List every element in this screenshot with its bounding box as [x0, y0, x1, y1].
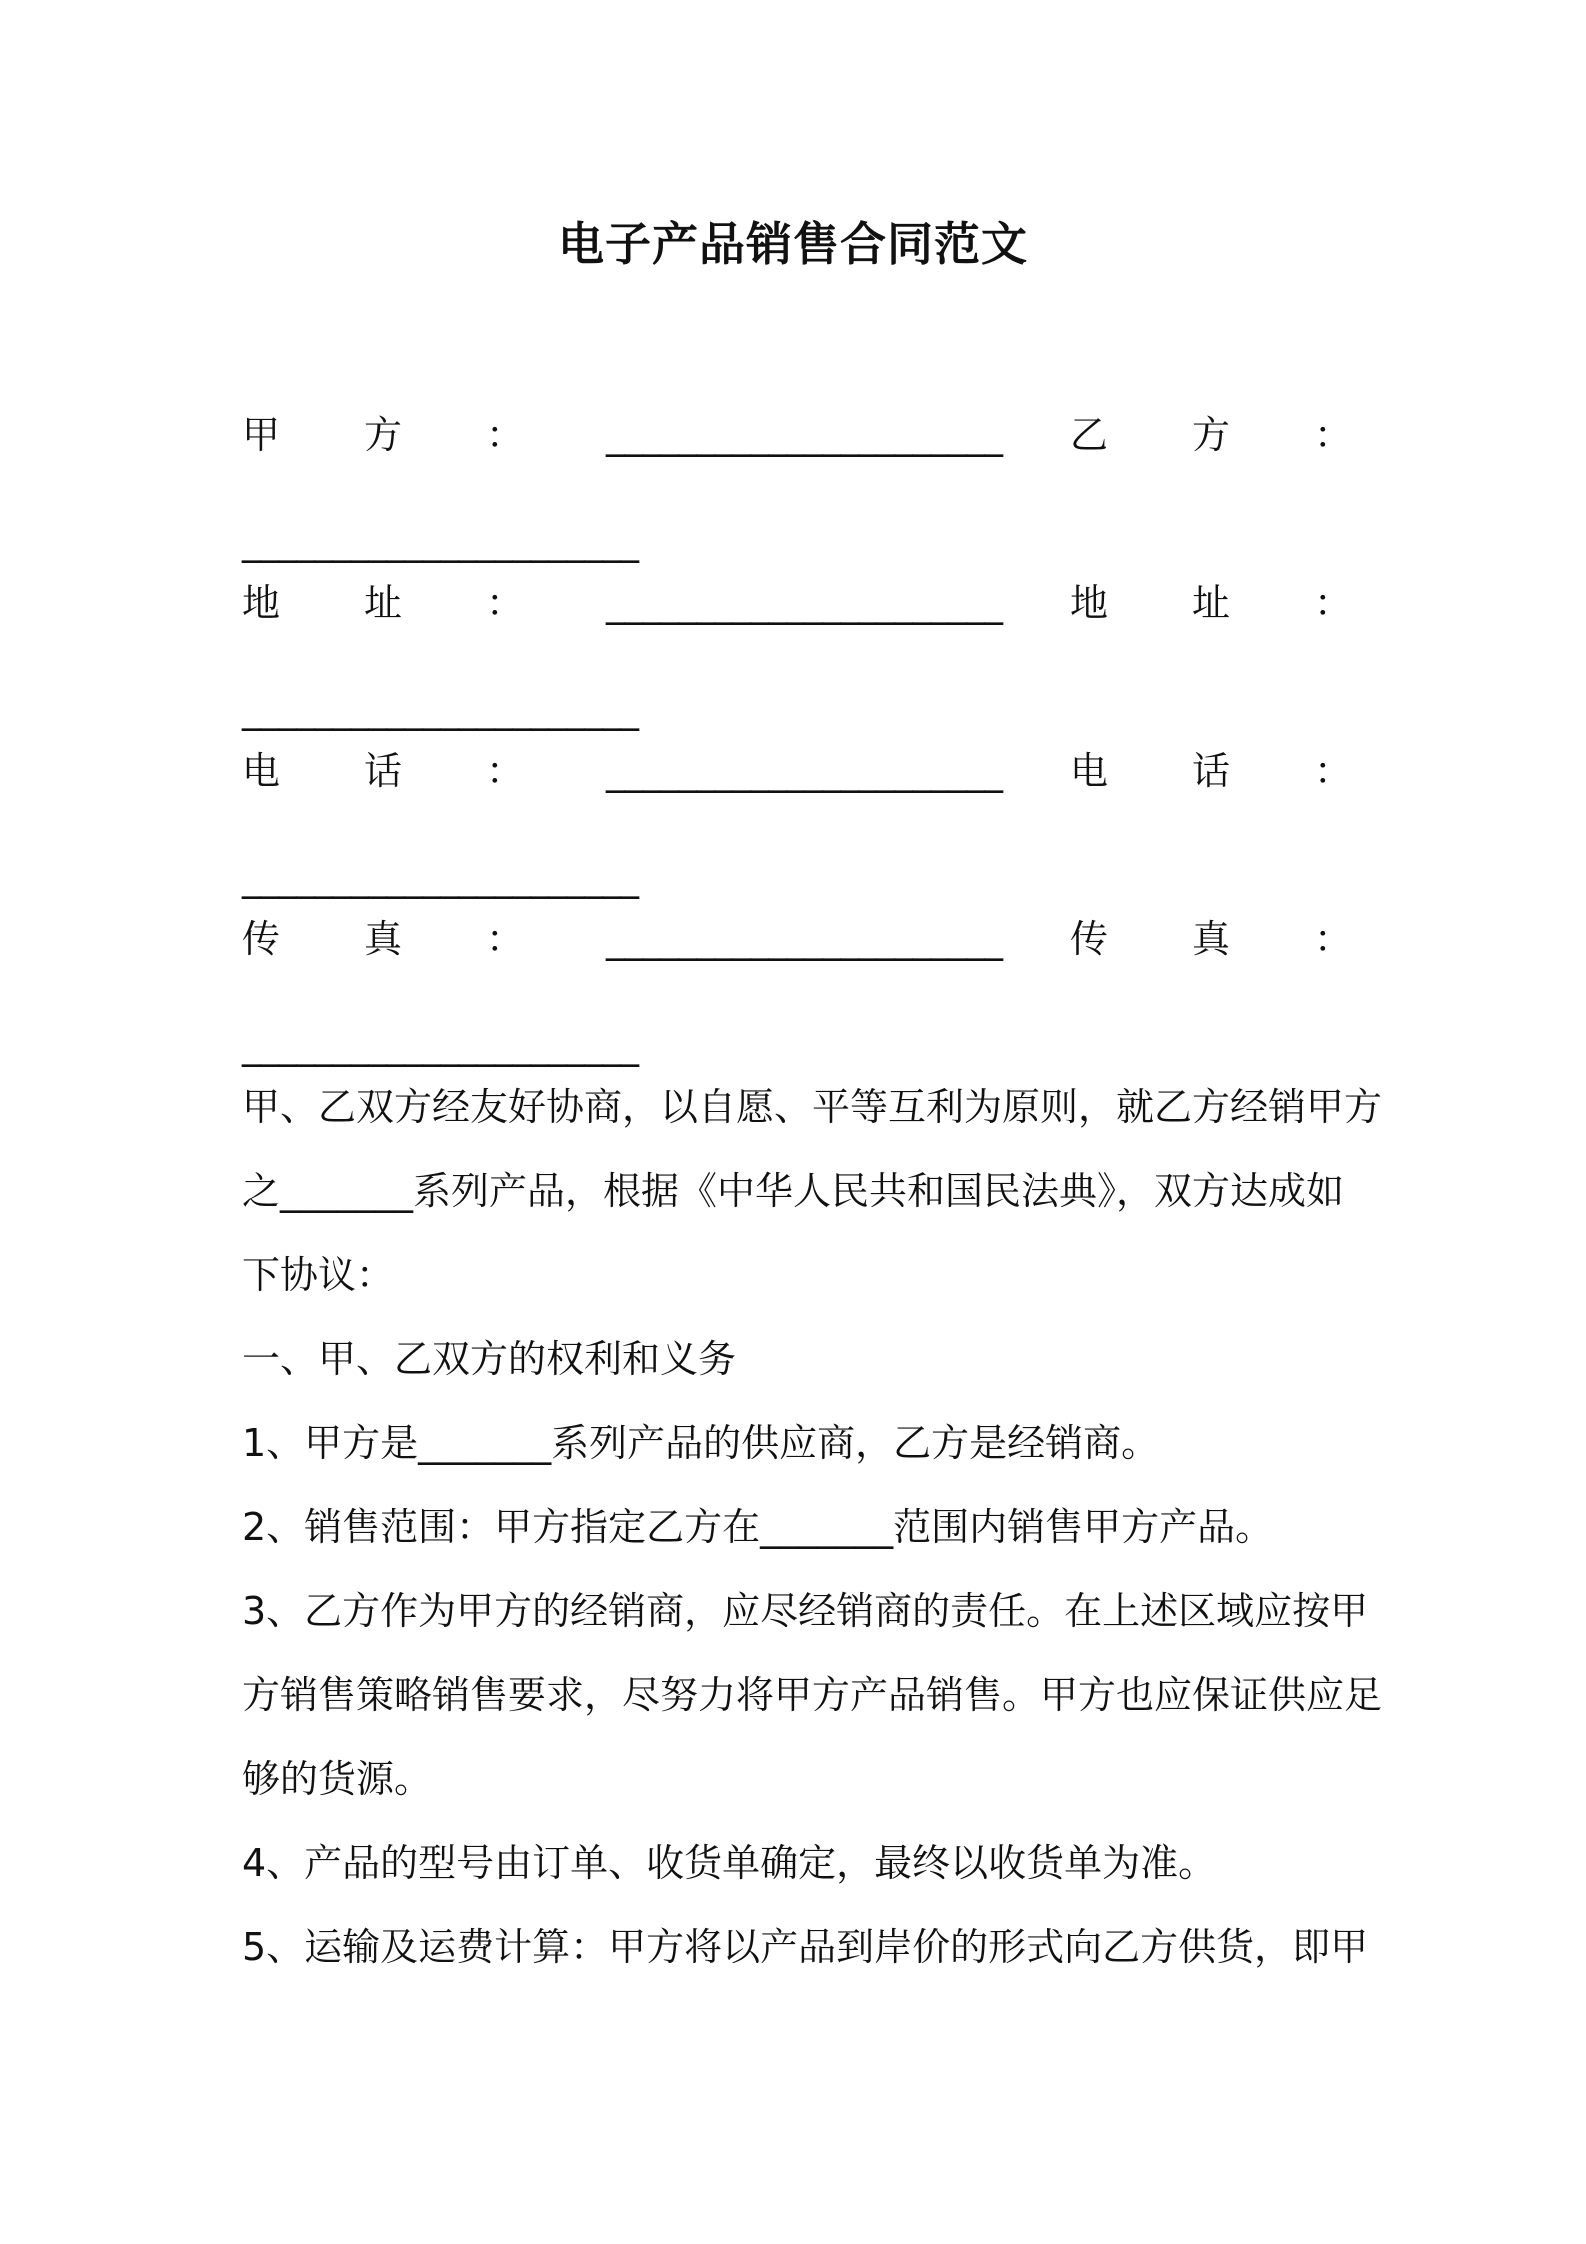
- party-b-phone-blank: ______________________: [242, 855, 638, 899]
- party-a-fax-char1: 传: [242, 917, 281, 961]
- body-line-1: 甲、乙双方经友好协商，以自愿、平等互利为原则，就乙方经销甲方: [242, 1085, 1383, 1129]
- party-a-phone-char1: 电: [242, 749, 281, 793]
- clause-1: 1、甲方是_______系列产品的供应商，乙方是经销商。: [242, 1421, 1160, 1465]
- party-a-fax-blank: ______________________: [606, 917, 1002, 961]
- party-b-label-char2: 方: [1192, 413, 1231, 457]
- party-row-address: [242, 576, 1357, 630]
- party-b-phone-colon: ：: [1314, 749, 1353, 793]
- party-a-fax-char2: 真: [364, 917, 403, 961]
- party-a-fax-colon: ：: [486, 917, 525, 961]
- body-line-2: 之_______系列产品，根据《中华人民共和国民法典》，双方达成如: [242, 1169, 1345, 1213]
- party-a-label-char1: 甲: [242, 413, 281, 457]
- party-b-phone-char1: 电: [1070, 749, 1109, 793]
- party-a-name-blank: ______________________: [606, 413, 1002, 457]
- party-row-fax: [242, 912, 1357, 966]
- party-b-label-char1: 乙: [1070, 413, 1109, 457]
- clause-4: 4、产品的型号由订单、收货单确定，最终以收货单为准。: [242, 1841, 1217, 1885]
- party-a-address-blank: ______________________: [606, 581, 1002, 625]
- party-b-fax-char1: 传: [1070, 917, 1109, 961]
- party-b-name-blank: ______________________: [242, 519, 638, 563]
- document-title: 电子产品销售合同范文: [558, 217, 1028, 271]
- party-b-colon: ：: [1314, 413, 1353, 457]
- clause-3-line-1: 3、乙方作为甲方的经销商，应尽经销商的责任。在上述区域应按甲: [242, 1589, 1369, 1633]
- party-b-address-colon: ：: [1314, 581, 1353, 625]
- body-line-3: 下协议：: [242, 1253, 395, 1297]
- party-a-phone-blank: ______________________: [606, 749, 1002, 793]
- party-b-fax-blank: ______________________: [242, 1023, 638, 1067]
- party-a-address-char1: 地: [242, 581, 281, 625]
- party-row-phone: [242, 744, 1357, 798]
- party-row-name: [242, 408, 1357, 462]
- party-a-address-colon: ：: [486, 581, 525, 625]
- clause-3-line-2: 方销售策略销售要求，尽努力将甲方产品销售。甲方也应保证供应足: [242, 1673, 1383, 1717]
- party-b-fax-colon: ：: [1314, 917, 1353, 961]
- party-a-phone-char2: 话: [364, 749, 403, 793]
- clause-3-line-3: 够的货源。: [242, 1757, 433, 1801]
- party-a-phone-colon: ：: [486, 749, 525, 793]
- party-b-address-blank: ______________________: [242, 687, 638, 731]
- party-b-address-char1: 地: [1070, 581, 1109, 625]
- clause-5-line-1: 5、运输及运费计算：甲方将以产品到岸价的形式向乙方供货，即甲: [242, 1925, 1369, 1969]
- clause-2: 2、销售范围：甲方指定乙方在_______范围内销售甲方产品。: [242, 1505, 1274, 1549]
- party-a-address-char2: 址: [364, 581, 403, 625]
- party-a-colon: ：: [486, 413, 525, 457]
- party-b-phone-char2: 话: [1192, 749, 1231, 793]
- section-heading-1: 一、甲、乙双方的权利和义务: [242, 1337, 737, 1381]
- party-a-label-char2: 方: [364, 413, 403, 457]
- party-b-address-char2: 址: [1192, 581, 1231, 625]
- party-b-fax-char2: 真: [1192, 917, 1231, 961]
